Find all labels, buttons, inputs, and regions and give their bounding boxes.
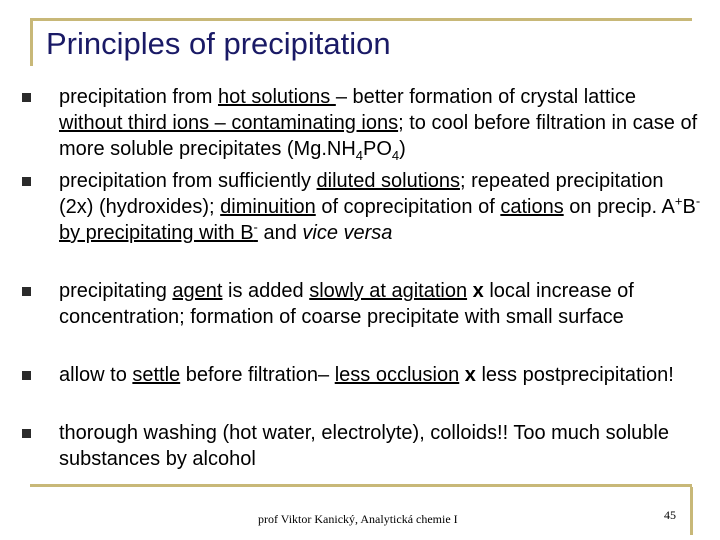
slide-footer: prof Viktor Kanický, Analytická chemie I: [258, 512, 458, 526]
frame-top-line: [30, 18, 692, 21]
bullet-square-icon: [22, 371, 31, 380]
bullet-square-icon: [22, 93, 31, 102]
bullet-item: [22, 168, 702, 278]
bullet-item: [22, 84, 702, 168]
bullet-text: allow to settle before filtration– less occlusion x less postprecipitation!: [59, 364, 674, 386]
bullet-text: precipitation from sufficiently diluted solutions; repeated precipitation (2x) (hydroxides); diminuition of coprecipitation of cations on precip. A+B- by precipitating with B- and vice versa: [59, 170, 701, 244]
bullet-text: precipitating agent is added slowly at agitation x local increase of concentration; formation of coarse precipitate with small surface: [59, 280, 634, 328]
page-number: 45: [664, 508, 676, 522]
frame-left-line: [30, 18, 33, 66]
bullet-list: [22, 84, 702, 478]
slide-title: Principles of precipitation: [46, 26, 391, 61]
bullet-item: [22, 362, 702, 420]
bullet-item: [22, 420, 702, 478]
bullet-square-icon: [22, 429, 31, 438]
frame-bottom-line: [30, 484, 692, 487]
bullet-text: precipitation from hot solutions – better formation of crystal lattice without third ions – contaminating ions; to cool before filtration in case of more soluble precipitates $(Mg.NH_4PO_4)$: [59, 86, 698, 163]
bullet-item: [22, 278, 702, 362]
bullet-square-icon: [22, 177, 31, 186]
bullet-square-icon: [22, 287, 31, 296]
bullet-text: thorough washing (hot water, electrolyte), colloids!! Too much soluble substances by alcohol: [59, 422, 669, 470]
frame-right-line: [690, 487, 693, 535]
